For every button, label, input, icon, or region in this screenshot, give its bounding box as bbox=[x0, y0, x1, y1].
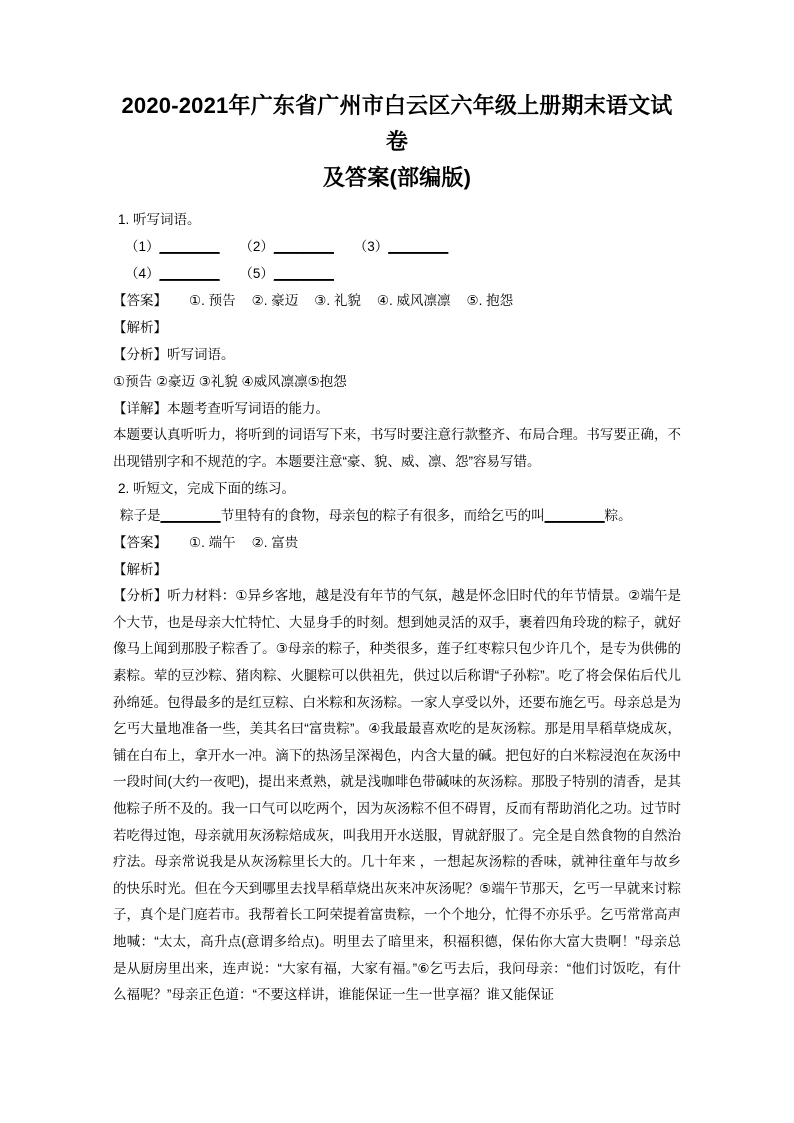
answer-entry bbox=[377, 287, 451, 314]
blank-item bbox=[239, 260, 334, 287]
answer-number: ④. bbox=[376, 293, 393, 308]
answer-text: 礼貌 bbox=[333, 293, 361, 308]
question-1-explain-label: 【解析】 bbox=[113, 320, 167, 335]
question-1-answer-line bbox=[113, 287, 681, 314]
detail-text: 本题考查听写词语的能力。 bbox=[167, 401, 329, 416]
answer-number: ①. bbox=[189, 293, 205, 308]
blank-item bbox=[125, 260, 220, 287]
blank-number: （2） bbox=[239, 239, 274, 254]
question-2-stem: 2. 听短文，完成下面的练习。 bbox=[118, 481, 296, 497]
answer-blank[interactable]: ________ bbox=[544, 508, 605, 524]
analysis-material: ①异乡客地，越是没有年节的气氛，越是怀念旧时代的年节情景。②端午是个大节，也是母亲大忙特忙、大显身手的时刻。想到她灵活的双手，裹着四角玲珑的粽子，就好像马上闻到那股子粽香了。③母亲的粽子，种类很多，莲子红枣粽只包少许几个，是专为供佛的素粽。荤的豆沙粽、猪肉粽、火腿粽可以供祖先，供过以后称谓“子孙粽”。吃了将会保佑后代儿孙绵延。包得最多的是红豆粽、白米粽和灰汤粽。一家人享受以外，还要布施乞丐。母亲总是为乞丐大量地准备一些，美其名曰“富贵粽”。④我最最喜欢吃的是灰汤粽。那是用旱稻草烧成灰，铺在白布上，拿开水一冲。滴下的热汤呈深褐色，内含大量的碱。把包好的白米粽浸泡在灰汤中一段时间(大约一夜吧)，提出来煮熟，就是浅咖啡色带碱味的灰汤粽。那股子特别的清香，是其他粽子所不及的。我一口气可以吃两个，因为灰汤粽不但不碍胃，反而有帮助消化之功。过节时若吃得过饱，母亲就用灰汤粽焙成灰，叫我用开水送服，胃就舒服了。完全是自然食物的自然治疗法。母亲常说我是从灰汤粽里长大的。几十年来 ，一想起灰汤粽的香味，就神往童年与故乡的快乐时光。但在今天到哪里去找旱稻草烧出灰来冲灰汤呢？⑤端午节那天，乞丐一早就来讨粽子，真个是门庭若市。我帮着长工阿荣提着富贵粽，一个个地分，忙得不亦乐乎。乞丐常常高声地喊：“太太，高升点(意谓多给点)。明里去了暗里来，积福积德，保佑你大富大贵啊！”母亲总是从厨房里出来，连声说：“大家有福，大家有福。”⑥乞丐去后，我问母亲：“他们讨饭吃，有什么福呢？”母亲正色道：“不要这样讲，谁能保证一生一世享福？谁又能保证 bbox=[113, 588, 681, 1003]
answer-text: 威风凛凛 bbox=[396, 293, 451, 308]
answer-blank[interactable]: ________ bbox=[159, 266, 220, 281]
question-1-detail-body: 本题要认真听听力，将听到的词语写下来，书写时要注意行款整齐、布局合理。书写要正确，不出现错别字和不规范的字。本题要注意“豪、貌、威、凛、怨”容易写错。 bbox=[113, 427, 681, 469]
question-1-analysis-items: ①预告 ②豪迈 ③礼貌 ④威风凛凛⑤抱怨 bbox=[113, 374, 347, 389]
question-1-blanks-row-2 bbox=[113, 260, 681, 287]
question-1-detail-line bbox=[113, 395, 681, 422]
answer-text: 抱怨 bbox=[486, 293, 514, 308]
page-title-line-2: 及答案(部编版) bbox=[322, 165, 472, 190]
analysis-text: 听写词语。 bbox=[167, 347, 235, 362]
blank-item bbox=[239, 233, 334, 260]
answer-text: 预告 bbox=[208, 293, 236, 308]
fill-suffix: 粽。 bbox=[604, 508, 632, 524]
question-1-blanks-row-1 bbox=[113, 233, 681, 260]
question-2-fill-line bbox=[113, 502, 681, 529]
answer-text: 端午 bbox=[208, 535, 236, 551]
answer-text: 豪迈 bbox=[271, 293, 299, 308]
blank-number: （3） bbox=[353, 239, 389, 254]
answer-number: ①. bbox=[189, 535, 205, 551]
answer-entry bbox=[189, 529, 236, 556]
blank-number: （4） bbox=[125, 266, 160, 281]
page-title-line-1: 2020-2021年广东省广州市白云区六年级上册期末语文试卷 bbox=[121, 93, 673, 154]
answer-entry bbox=[252, 529, 299, 556]
answer-entry bbox=[189, 287, 236, 314]
analysis-label: 【分析】 bbox=[113, 588, 168, 604]
analysis-lead: 听力材料： bbox=[167, 588, 236, 604]
analysis-label: 【分析】 bbox=[113, 347, 167, 362]
answer-number: ⑤. bbox=[466, 293, 483, 308]
question-2-answer-line bbox=[113, 529, 681, 556]
blank-number: （5） bbox=[239, 266, 274, 281]
answer-entry bbox=[252, 287, 299, 314]
answer-label: 【答案】 bbox=[113, 293, 167, 308]
fill-prefix: 粽子是 bbox=[120, 508, 161, 524]
blank-item bbox=[125, 233, 220, 260]
answer-blank[interactable]: ________ bbox=[273, 239, 334, 254]
detail-label: 【详解】 bbox=[113, 401, 167, 416]
answer-number: ②. bbox=[251, 293, 268, 308]
blank-item bbox=[354, 233, 449, 260]
page-content bbox=[113, 88, 681, 1009]
question-2-explain-label: 【解析】 bbox=[113, 562, 167, 578]
answer-blank[interactable]: ________ bbox=[388, 239, 449, 254]
answer-label: 【答案】 bbox=[113, 535, 167, 551]
question-2-analysis-body bbox=[113, 583, 681, 1009]
fill-middle: 节里特有的食物，母亲包的粽子有很多，而给乞丐的叫 bbox=[220, 508, 545, 524]
answer-blank[interactable]: ________ bbox=[160, 508, 221, 524]
answer-number: ②. bbox=[251, 535, 268, 551]
page-title bbox=[113, 88, 681, 196]
answer-blank[interactable]: ________ bbox=[159, 239, 220, 254]
answer-entry bbox=[467, 287, 514, 314]
answer-blank[interactable]: ________ bbox=[273, 266, 334, 281]
answer-text: 富贵 bbox=[271, 535, 299, 551]
question-1-stem: 1. 听写词语。 bbox=[118, 212, 201, 227]
question-1-analysis-line bbox=[113, 341, 681, 368]
answer-entry bbox=[314, 287, 361, 314]
blank-number: （1） bbox=[125, 239, 160, 254]
answer-number: ③. bbox=[314, 293, 331, 308]
